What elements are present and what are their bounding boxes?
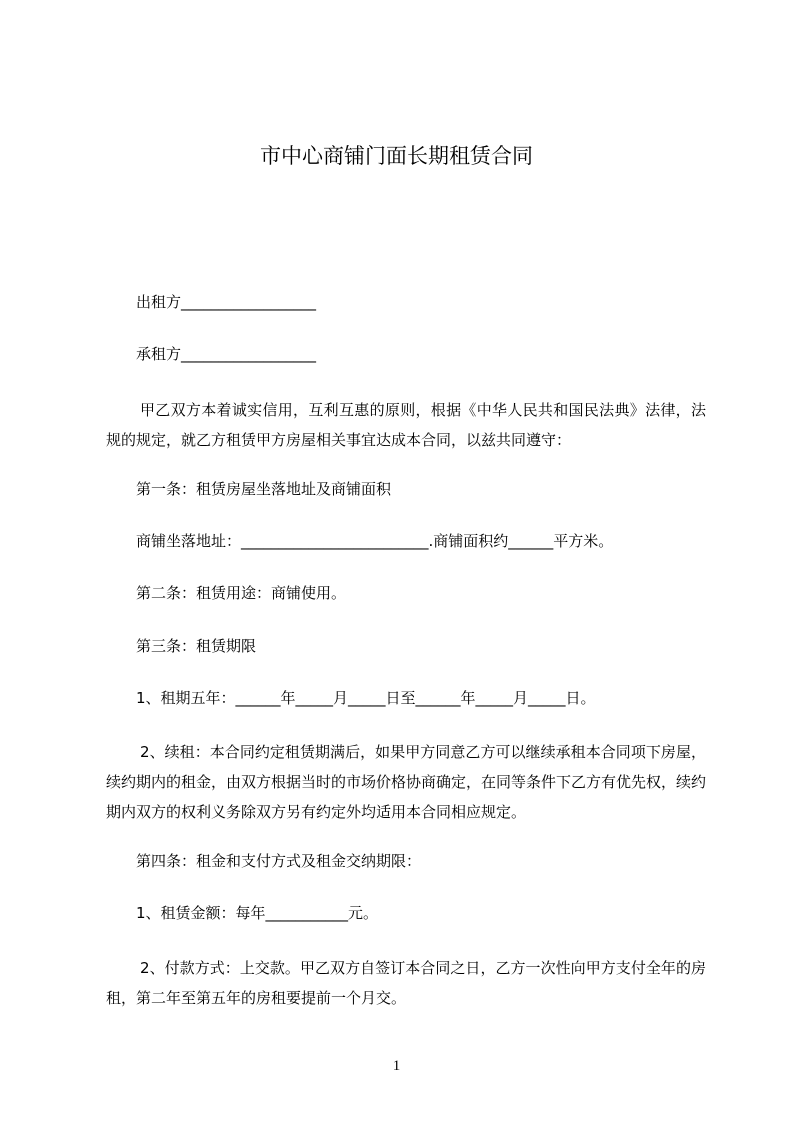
article1-heading: 第一条：租赁房屋坐落地址及商铺面积 [136,480,392,498]
article1-address-line: 商铺坐落地址：_________________________.商铺面积约______平方米。 [136,532,614,550]
article3-heading: 第三条：租赁期限 [136,637,257,655]
lessee-line: 承租方__________________ [136,345,317,363]
article2-line: 第二条：租赁用途：商铺使用。 [136,584,347,602]
preamble-paragraph: 甲乙双方本着诚实信用，互利互惠的原则，根据《中华人民共和国民法典》法律，法规的规定，就乙方租赁甲方房屋相关事宜达成本合同，以兹共同遵守： [106,401,706,449]
article4-item2-paragraph: 2、付款方式：上交款。甲乙双方自签订本合同之日，乙方一次性向甲方支付全年的房租，第二年至第五年的房租要提前一个月交。 [106,959,706,1007]
article3-item1: 1、租期五年：______年_____月_____日至______年_____月_____日。 [136,689,596,707]
document-title: 市中心商铺门面长期租赁合同 [260,144,533,168]
page-number: 1 [392,1058,401,1074]
lessor-line: 出租方__________________ [136,293,317,311]
article4-item1: 1、租赁金额：每年___________元。 [136,904,379,922]
article3-item2-paragraph: 2、续租：本合同约定租赁期满后，如果甲方同意乙方可以继续承租本合同项下房屋，续约期内的租金，由双方根据当时的市场价格协商确定，在同等条件下乙方有优先权，续约期内双方的权利义务除双方另有约定外均适用本合同相应规定。 [106,743,707,821]
article4-heading: 第四条：租金和支付方式及租金交纳期限： [136,852,422,870]
